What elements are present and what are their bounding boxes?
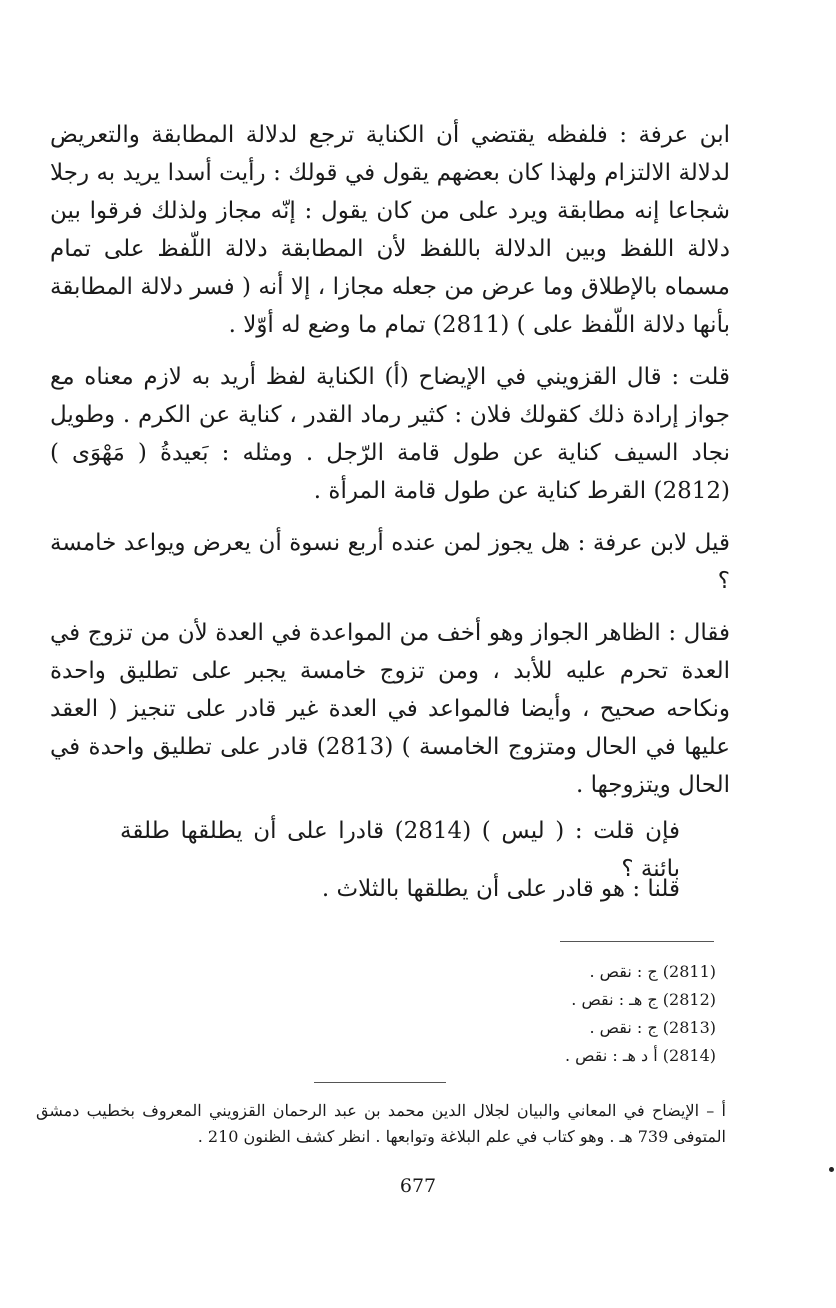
paragraph-ibn-arafa-kinaya: ابن عرفة : فلفظه يقتضي أن الكناية ترجع لدلالة المطابقة والتعريض لدلالة الالتزام ولهذا كان بعضهم يقول في قولك : رأيت أسدا يريد به رجلا شجاعا إنه مطابقة ويرد على من كان يقول : إنّه مجاز ولذلك فرقوا بين دلالة اللفظ وبين الدلالة باللفظ لأن المطابقة دلالة اللّفظ على تمام مسماه بالإطلاق وما عرض من جعله مجازا ، إلا أنه ( فسر دلالة المطابقة بأنها دلالة اللّفظ على ) (2811) تمام ما وضع له أوّلا . <box>50 122 730 338</box>
paragraph-answer-permissible: فقال : الظاهر الجواز وهو أخف من المواعدة في العدة لأن من تزوج في العدة تحرم عليه للأبد ، ومن تزوج خامسة يجبر على تطليق واحدة ونكاحه صحيح ، وأيضا فالمواعد في العدة غير قادر على تنجيز ( العقد عليها في الحال ومتزوج الخامسة ) (2813) قادر على تطليق واحدة في الحال ويتزوجها . <box>50 620 730 798</box>
paragraph-qazwini-idah: قلت : قال القزويني في الإيضاح (أ) الكناية لفظ أريد به لازم معناه مع جواز إرادة ذلك كقولك فلان : كثير رماد القدر ، كناية عن الكرم . وطويل نجاد السيف كناية عن طول قامة الرّجل . ومثله : بَعيدةُ ( مَهْوَى ) (2812) القرط كناية عن طول قامة المرأة . <box>50 364 730 504</box>
paragraph-reply: قلنا : هو قادر على أن يطلقها بالثلاث . <box>321 876 680 902</box>
marginal-note-a: أ – الإيضاح في المعاني والبيان لجلال الدين محمد بن عبد الرحمان القزويني المعروف بخطيب دمشق المتوفى 739 هـ . وهو كتاب في علم البلاغة وتوابعها . انظر كشف الظنون 210 . <box>36 1101 727 1146</box>
footnotes-list <box>440 958 716 1070</box>
paragraph-question-fifth-wife: قيل لابن عرفة : هل يجوز لمن عنده أربع نسوة أن يعرض ويواعد خامسة ؟ <box>50 530 730 594</box>
marginal-note-separator <box>314 1082 446 1083</box>
footnote-2811: (2811) ج : نقص . <box>589 962 716 981</box>
footnote-2814: (2814) أ د هـ : نقص . <box>564 1046 716 1065</box>
footnote-2812: (2812) ج هـ : نقص . <box>571 990 716 1009</box>
footnote-separator <box>560 941 714 942</box>
footnote-2813: (2813) ج : نقص . <box>589 1018 716 1037</box>
page-number: 677 <box>399 1175 437 1197</box>
scan-speck <box>829 1167 834 1172</box>
paragraph-objection: فإن قلت : ( ليس ) (2814) قادرا على أن يطلقها طلقة بائنة ؟ <box>120 818 680 882</box>
